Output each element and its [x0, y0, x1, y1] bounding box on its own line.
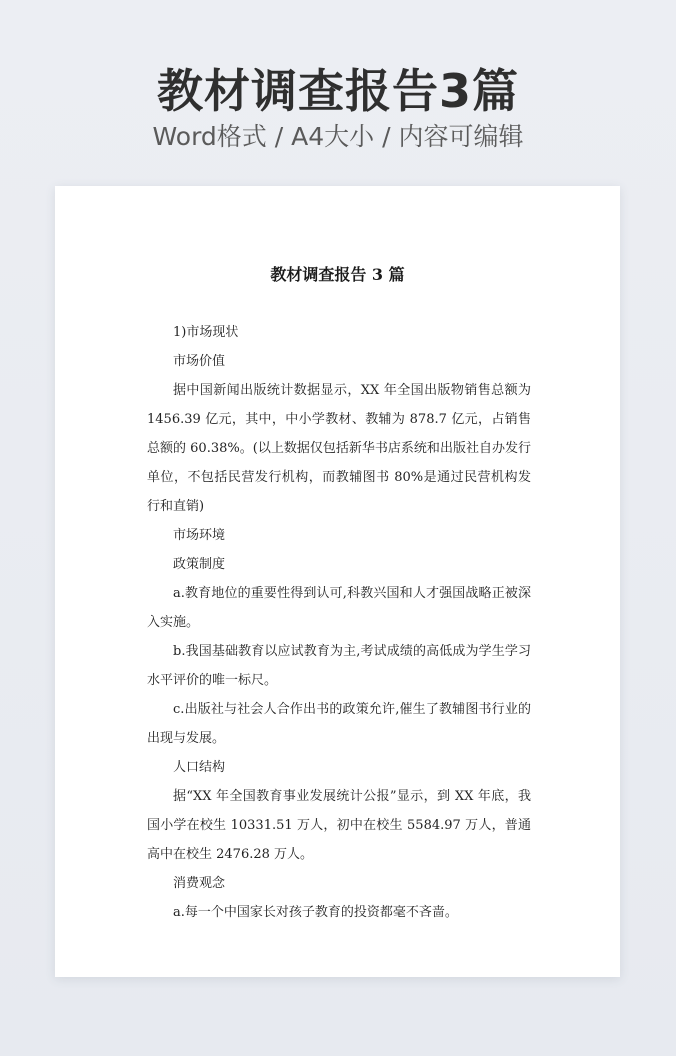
paragraph-policy-a: a.教育地位的重要性得到认可,科教兴国和人才强国战略正被深入实施。: [147, 586, 531, 630]
heading-market-value: 市场价值: [173, 354, 226, 369]
heading-population: 人口结构: [173, 760, 226, 775]
banner-title: 教材调查报告3篇: [156, 64, 519, 118]
paragraph-consumption-a: a.每一个中国家长对孩子教育的投资都毫不吝啬。: [173, 905, 458, 920]
heading-consumption: 消费观念: [173, 876, 226, 891]
document-body: [147, 318, 531, 927]
paragraph-policy-b: b.我国基础教育以应试教育为主,考试成绩的高低成为学生学习水平评价的唯一标尺。: [147, 644, 531, 688]
heading-market-status: 1)市场现状: [173, 325, 239, 340]
heading-policy: 政策制度: [173, 557, 226, 572]
document-page: [55, 186, 620, 977]
paragraph-policy-c: c.出版社与社会人合作出书的政策允许,催生了教辅图书行业的出现与发展。: [147, 702, 531, 746]
paragraph-population: 据“XX 年全国教育事业发展统计公报”显示，到 XX 年底，我国小学在校生 10331.51 万人，初中在校生 5584.97 万人，普通高中在校生 2476.28 万人。: [147, 789, 531, 862]
paragraph-sales-data: 据中国新闻出版统计数据显示，XX 年全国出版物销售总额为 1456.39 亿元，其中，中小学教材、教辅为 878.7 亿元，占销售总额的 60.38%。(以上数据仅包括新华书店系统和出版社自办发行单位，不包括民营发行机构，而教辅图书 80%是通过民营机构发行和直销): [147, 383, 531, 514]
heading-market-environment: 市场环境: [173, 528, 226, 543]
banner-subtitle: Word格式 / A4大小 / 内容可编辑: [152, 122, 524, 151]
document-title: 教材调查报告 3 篇: [270, 265, 405, 284]
